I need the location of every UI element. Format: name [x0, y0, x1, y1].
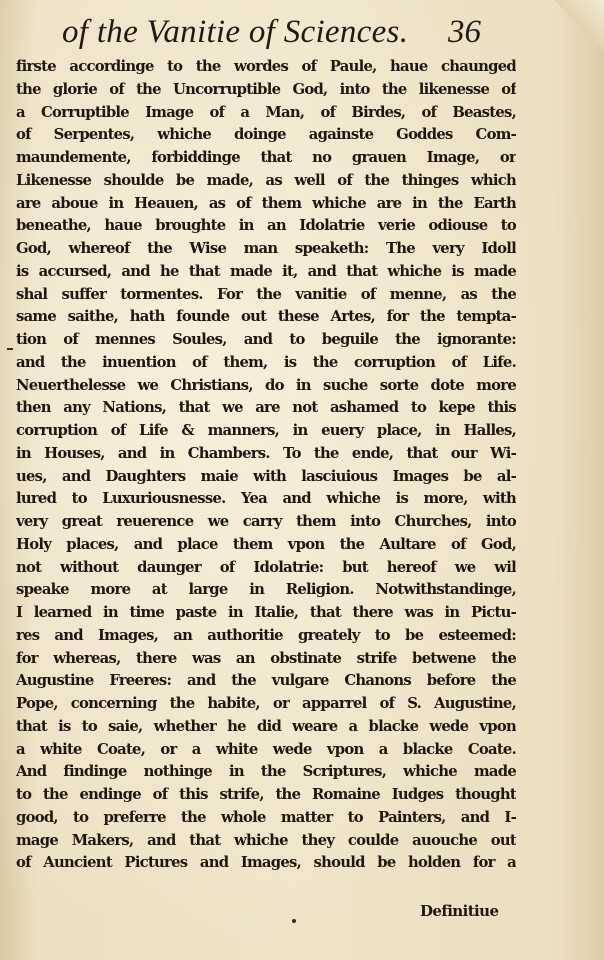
text-line: firste accordinge to the wordes of Paule, haue chaunged [16, 58, 516, 75]
text-line: And findinge nothinge in the Scriptures, whiche made [16, 763, 516, 781]
text-line: and the inuention of them, is the corruption of Life. [16, 353, 516, 371]
catchword: Definitiue [420, 902, 499, 920]
text-line: the glorie of the Uncorruptible God, into the likenesse of [16, 80, 516, 98]
page-header [0, 8, 604, 52]
text-line: a Corruptible Image of a Man, of Birdes, of Beastes, [16, 103, 516, 121]
margin-mark [7, 348, 13, 350]
text-line: same saithe, hath founde out these Artes, for the tempta- [16, 308, 516, 326]
text-line: is accursed, and he that made it, and that whiche is made [16, 262, 516, 280]
running-title: of the Vanitie of Sciences. [62, 14, 409, 50]
body-text [16, 56, 516, 875]
text-line: for whereas, there was an obstinate strife betwene the [16, 649, 516, 667]
text-line: I learned in time paste in Italie, that there was in Pictu- [16, 604, 516, 621]
text-line: very great reuerence we carry them into Churches, into [16, 513, 516, 530]
text-line: Neuerthelesse we Christians, do in suche sorte dote more [16, 376, 516, 394]
text-line: are aboue in Heauen, as of them whiche are in the Earth [16, 194, 516, 212]
text-line: res and Images, an authoritie greately to be esteemed: [16, 626, 516, 644]
text-line: Augustine Freeres: and the vulgare Chanons before the [16, 672, 516, 690]
text-line: maundemente, forbiddinge that no grauen Image, or [16, 149, 516, 166]
text-line: a white Coate, or a white wede vpon a blacke Coate. [16, 740, 516, 758]
text-line: speake more at large in Religion. Notwithstandinge, [16, 581, 516, 599]
text-line: Likenesse shoulde be made, as well of the thinges which [16, 171, 516, 189]
text-line: God, whereof the Wise man speaketh: The very Idoll [16, 240, 516, 257]
text-line: of Auncient Pictures and Images, should be holden for a [16, 854, 516, 872]
text-line: not without daunger of Idolatrie: but hereof we wil [16, 558, 516, 576]
ink-speck [292, 919, 296, 923]
text-line: tion of mennes Soules, and to beguile the ignorante: [16, 331, 516, 348]
text-line: to the endinge of this strife, the Romaine Iudges thought [16, 786, 516, 803]
text-line: Pope, concerning the habite, or apparrel of S. Augustine, [16, 695, 516, 712]
text-line: corruption of Life & manners, in euery place, in Halles, [16, 422, 516, 439]
text-line: mage Makers, and that whiche they coulde auouche out [16, 831, 516, 849]
text-line: then any Nations, that we are not ashamed to kepe this [16, 399, 516, 417]
text-line: ues, and Daughters maie with lasciuious Images be al- [16, 467, 516, 485]
text-line: in Houses, and in Chambers. To the ende, that our Wi- [16, 444, 516, 462]
text-line: beneathe, haue broughte in an Idolatrie verie odiouse to [16, 217, 516, 235]
text-line: Holy places, and place them vpon the Aultare of God, [16, 535, 516, 553]
text-line: good, to preferre the whole matter to Painters, and I- [16, 808, 516, 826]
page-number: 36 [448, 14, 481, 50]
text-line: shal suffer tormentes. For the vanitie of menne, as the [16, 285, 516, 303]
text-line: lured to Luxuriousnesse. Yea and whiche is more, with [16, 490, 516, 508]
text-line: that is to saie, whether he did weare a blacke wede vpon [16, 717, 516, 735]
text-line: of Serpentes, whiche doinge againste Goddes Com- [16, 126, 516, 144]
